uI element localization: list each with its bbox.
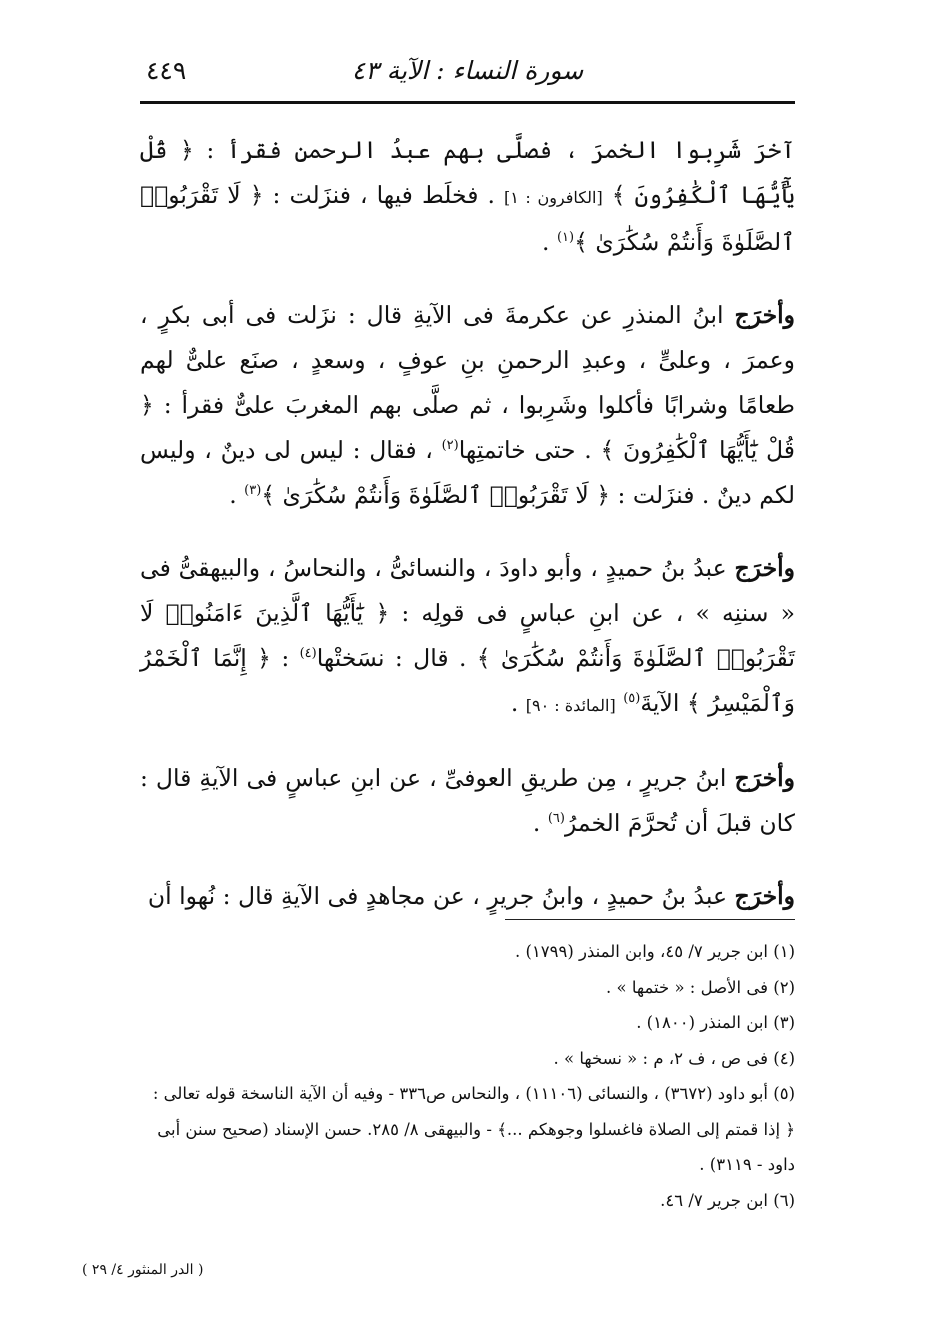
body-paragraph bbox=[140, 546, 795, 728]
footnote-marker: (٦) bbox=[547, 811, 565, 827]
paragraph-lead-word: وأخرَج bbox=[734, 554, 795, 582]
running-head bbox=[140, 50, 795, 94]
body-paragraph bbox=[140, 293, 795, 518]
footnotes bbox=[140, 934, 795, 1218]
paragraph-lead-word: وأخرَج bbox=[734, 882, 795, 910]
footnote-marker: (٥) bbox=[623, 691, 641, 707]
text-segment: ، فقال : ليس لى دينٌ ، وليس لكم دينٌ . فنزَلت : ﴿ لَا تَقْرَبُوا۟ ٱلصَّلَوٰةَ وَأَنتُمْ سُكَٰرَىٰ ﴾ bbox=[140, 436, 795, 509]
verse-reference: [المائدة : ٩٠] bbox=[525, 696, 616, 715]
text-segment: ابنُ جريرٍ ، مِن طريقِ العوفىِّ ، عن ابنِ عباسٍ فى الآيةِ قال : كان قبلَ أن تُحرَّمَ الخمرُ bbox=[140, 764, 795, 837]
paragraph-lead-word: وأخرَج bbox=[734, 301, 795, 329]
verse-reference: [الكافرون : ١] bbox=[503, 188, 603, 207]
text-segment: عبدُ بنُ حميدٍ ، وابنُ جريرٍ ، عن مجاهدٍ فى الآيةِ قال : نُهوا أن bbox=[147, 882, 735, 910]
footnote-item: (٦) ابن جرير ٧/ ٤٦. bbox=[660, 1190, 795, 1210]
text-segment: . bbox=[229, 481, 245, 509]
footnote-item: (٥) أبو داود (٣٦٧٢) ، والنسائى (١١١٠٦) ، والنحاس ص٣٣٦ - وفيه أن الآية الناسخة قوله تعالى : ﴿ إذا قمتم إلى الصلاة فاغسلوا وجوهكم ...﴾ - والبيهقى ٨/ ٢٨٥. حسن الإسناد (صحيح سنن أبى داود - ٣١١٩) . bbox=[152, 1084, 795, 1174]
paragraph-lead-word: وأخرَج bbox=[734, 764, 795, 792]
body-paragraph bbox=[140, 128, 795, 265]
text-segment: . bbox=[532, 809, 548, 837]
footnote-marker: (٣) bbox=[244, 483, 262, 499]
text-segment: عبدُ بنُ حميدٍ ، وأبو داودَ ، والنسائىُّ ، والنحاسُ ، والبيهقىُّ فى « سننِه » ، عن ابنِ عباسٍ فى قولِه : ﴿ يَٰٓأَيُّهَا ٱلَّذِينَ ءَامَنُوا۟ لَا تَقْرَبُوا۟ ٱلصَّلَوٰةَ وَأَنتُمْ سُكَٰرَىٰ ﴾ . قال : نسَختْها bbox=[140, 554, 795, 672]
text-segment: ابنُ المنذرِ عن عكرمةَ فى الآيةِ قال : نزَلت فى أبى بكرٍ ، وعمرَ ، وعلىٍّ ، وعبدِ الرحمنِ بنِ عوفٍ ، وسعدٍ ، صنَع علىٌّ لهم طعامًا وشرابًا فأكلوا وشَرِبوا ، ثم صلَّى بهم المغربَ علىٌّ فقرأ : ﴿ قُلْ يَٰٓأَيُّهَا ٱلْكَٰفِرُونَ ﴾ . حتى خاتمتِها bbox=[140, 301, 796, 464]
text-segment: : ﴿ إِنَّمَا ٱلْخَمْرُ وَٱلْمَيْسِرُ ﴾ الآيةَ bbox=[140, 644, 795, 717]
footnote-rule bbox=[505, 919, 795, 920]
signature-mark: ( الدر المنثور ٤/ ٢٩ ) bbox=[82, 1262, 204, 1278]
text-segment: آخرَ شَرِبوا الخمرَ ، فصلَّى بهم عبدُ الرحمنِ فقرأ : ﴿ قُلْ يَٰٓأَيُّهَا ٱلْكَٰفِرُونَ ﴾ bbox=[140, 136, 795, 209]
footnote-item: (٢) فى الأصل : « ختمها » . bbox=[606, 977, 795, 997]
footnote-item: (١) ابن جرير ٧/ ٤٥، وابن المنذر (١٧٩٩) . bbox=[514, 942, 795, 961]
footnote-marker: (٤) bbox=[299, 646, 317, 662]
footnote-item: (٣) ابن المنذر (١٨٠٠) . bbox=[636, 1013, 795, 1032]
text-segment: . bbox=[510, 689, 526, 717]
page-number: ٤٤٩ bbox=[146, 56, 187, 85]
body-paragraph bbox=[140, 874, 795, 919]
footnote-marker: (١) bbox=[556, 230, 575, 246]
header-rule bbox=[140, 101, 795, 104]
body-paragraph bbox=[140, 756, 795, 846]
text-segment: . فخلَط فيها ، فنزَلت : ﴿ لَا تَقْرَبُوا۟ ٱلصَّلَوٰةَ وَأَنتُمْ سُكَٰرَىٰ ﴾ bbox=[140, 181, 795, 256]
text-segment: . bbox=[542, 228, 557, 256]
main-text bbox=[140, 128, 795, 947]
footnote-item: (٤) فى ص ، ف ٢، م : « نسخها » . bbox=[553, 1048, 795, 1068]
running-title: سورة النساء : الآية ٤٣ bbox=[351, 56, 584, 85]
footnote-marker: (٢) bbox=[441, 438, 459, 454]
